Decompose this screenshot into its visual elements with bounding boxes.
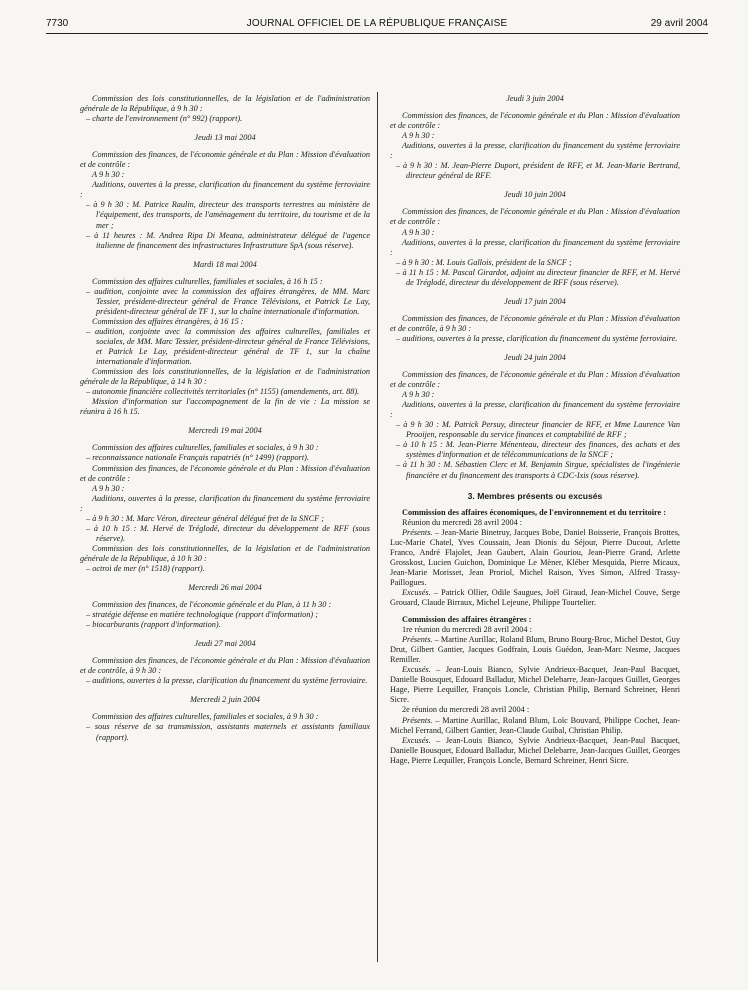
commission-heading: Commission des finances, de l'économie générale et du Plan : Mission d'évaluation et de contrôle, à 9 h 30 : — [80, 656, 370, 676]
excused-list — [390, 736, 680, 766]
date-heading: Mardi 18 mai 2004 — [193, 259, 257, 269]
page-header — [46, 18, 708, 34]
commission-heading: Commission des affaires culturelles, familiales et sociales, à 9 h 30 : — [92, 712, 319, 722]
meeting-line: 1re réunion du mercredi 28 avril 2004 : — [402, 625, 532, 635]
date-heading: Mercredi 2 juin 2004 — [190, 695, 260, 705]
column-divider — [377, 92, 378, 962]
agenda-item: – à 9 h 30 : M. Marc Véron, directeur général délégué fret de la SNCF ; — [86, 513, 324, 523]
agenda-item: – auditions, ouvertes à la presse, clarification du financement du système ferroviaire. — [86, 676, 368, 686]
excused-list — [390, 588, 680, 608]
time-line: A 9 h 30 : — [402, 131, 435, 141]
present-label: Présents. — [402, 635, 433, 645]
subject-line: Auditions, ouvertes à la presse, clarification du financement du système ferroviaire : — [390, 237, 680, 257]
mission-note: Mission d'information sur l'accompagnement de la fin de vie : La mission se réunira à 16 h 15. — [80, 397, 370, 417]
excused-label: Excusés. — [402, 735, 431, 745]
agenda-item: – à 10 h 15 : M. Hervé de Tréglodé, directeur du développement de RFF (sous réserve). — [86, 523, 370, 543]
present-names: – Martine Aurillac, Roland Blum, Bruno Bourg-Broc, Michel Destot, Guy Drut, Gilbert Gantier, Jacques Godfrain, Louis Guédon, Jean-Marc Nesme, Jacques Remiller. — [390, 635, 680, 665]
commission-heading: Commission des lois constitutionnelles, de la législation et de l'administration générale de la République, à 9 h 30 : — [80, 94, 370, 114]
date-heading: Jeudi 3 juin 2004 — [506, 94, 564, 103]
agenda-item: – biocarburants (rapport d'information). — [86, 620, 221, 630]
present-list — [390, 635, 680, 665]
agenda-item: – audition, conjointe avec la commission des affaires étrangères, de MM. Marc Tessier, président-directeur général de France Télévisions, et Patrick Le Lay, président-directeur général de TF 1, sur la chaîne internationale d'information. — [86, 286, 370, 316]
subject-line: Auditions, ouvertes à la presse, clarification du financement du système ferroviaire : — [390, 141, 680, 161]
agenda-item: – reconnaissance nationale Français rapatriés (n° 1499) (rapport). — [86, 453, 309, 463]
excused-label: Excusés. — [402, 587, 431, 597]
commission-heading: Commission des affaires culturelles, familiales et sociales, à 9 h 30 : — [92, 443, 319, 453]
agenda-item: – à 11 heures : M. Andrea Ripa Di Meana, administrateur délégué de l'agence italienne de financement des infrastructures Infrastrutture SpA (sous réserve). — [86, 230, 370, 250]
excused-names: – Jean-Louis Bianco, Sylvie Andrieux-Bacquet, Jean-Paul Bacquet, Danielle Bousquet, Edouard Balladur, Michel Delebarre, Jean-Jacques Guillet, Georges Hage, Pierre Lequiller, François Loncle, Christian Philip, Bernard Schreiner, Henri Sicre. — [390, 665, 680, 705]
present-label: Présents. — [402, 715, 433, 725]
agenda-item: – stratégie défense en matière technologique (rapport d'information) ; — [86, 610, 318, 620]
date-heading: Mercredi 19 mai 2004 — [188, 426, 262, 436]
date-heading: Jeudi 10 juin 2004 — [504, 190, 566, 200]
commission-bold-heading: Commission des affaires économiques, de l'environnement et du territoire : — [402, 507, 666, 517]
time-line: A 9 h 30 : — [92, 170, 125, 180]
commission-heading: Commission des finances, de l'économie générale et du Plan : Mission d'évaluation et de contrôle : — [390, 207, 680, 227]
date-heading: Jeudi 17 juin 2004 — [504, 296, 566, 306]
journal-title: JOURNAL OFFICIEL DE LA RÉPUBLIQUE FRANÇAISE — [246, 18, 508, 29]
agenda-item: – sous réserve de sa transmission, assistants maternels et assistants familiaux (rapport). — [86, 722, 370, 742]
date-heading: Jeudi 13 mai 2004 — [194, 133, 256, 143]
commission-heading: Commission des finances, de l'économie générale et du Plan : Mission d'évaluation et de contrôle : — [390, 111, 680, 131]
agenda-item: – auditions, ouvertes à la presse, clarification du financement du système ferroviaire. — [396, 333, 678, 343]
agenda-item: – à 11 h 15 : M. Pascal Girardot, adjoint au directeur financier de RFF, et M. Hervé de Tréglodé, directeur du développement de RFF (sous réserve). — [396, 267, 680, 287]
time-line: A 9 h 30 : — [402, 227, 435, 237]
date-heading: Jeudi 27 mai 2004 — [194, 639, 256, 649]
commission-heading: Commission des finances, de l'économie générale et du Plan, à 11 h 30 : — [92, 600, 332, 610]
excused-label: Excusés. — [402, 665, 431, 675]
present-list — [390, 716, 680, 736]
meeting-line: Réunion du mercredi 28 avril 2004 : — [402, 517, 523, 527]
agenda-item: – à 9 h 30 : M. Jean-Pierre Duport, président de RFF, et M. Jean-Marie Bertrand, directeur général de RFF. — [396, 161, 680, 181]
present-names: – Martine Aurillac, Roland Blum, Loïc Bouvard, Philippe Cochet, Jean-Michel Ferrand, Gilbert Gantier, Jean-Claude Guibal, Christian Philip. — [390, 715, 680, 735]
commission-heading: Commission des finances, de l'économie générale et du Plan : Mission d'évaluation et de contrôle : — [80, 463, 370, 483]
agenda-item: – charte de l'environnement (n° 992) (rapport). — [86, 114, 243, 124]
subject-line: Auditions, ouvertes à la presse, clarification du financement du système ferroviaire : — [80, 180, 370, 200]
agenda-item: – à 11 h 30 : M. Sébastien Clerc et M. Benjamin Sirgue, spécialistes de l'ingénierie financière et du financement des transports à CDC-Ixis (sous réserve). — [396, 460, 680, 480]
left-column — [80, 94, 370, 743]
agenda-item: – à 9 h 30 : M. Louis Gallois, président de la SNCF ; — [396, 257, 572, 267]
agenda-item: – à 9 h 30 : M. Patrick Persuy, directeur financier de RFF, et Mme Laurence Van Prooijen, responsable du service finances et comptabilité de RFF ; — [396, 420, 680, 440]
commission-heading: Commission des finances, de l'économie générale et du Plan : Mission d'évaluation et de contrôle : — [390, 370, 680, 390]
subject-line: Auditions, ouvertes à la presse, clarification du financement du système ferroviaire : — [80, 493, 370, 513]
commission-heading: Commission des finances, de l'économie générale et du Plan : Mission d'évaluation et de contrôle, à 9 h 30 : — [390, 313, 680, 333]
section-title: 3. Membres présents ou excusés — [467, 490, 603, 501]
commission-heading: Commission des affaires culturelles, familiales et sociales, à 16 h 15 : — [92, 276, 323, 286]
excused-list — [390, 665, 680, 705]
commission-heading: Commission des lois constitutionnelles, de la législation et de l'administration générale de la République, à 14 h 30 : — [80, 367, 370, 387]
agenda-item: – à 10 h 15 : M. Jean-Pierre Ménenteau, directeur des finances, des achats et des systèmes d'information et de télécommunications de la SNCF ; — [396, 440, 680, 460]
commission-heading: Commission des lois constitutionnelles, de la législation et de l'administration générale de la République, à 10 h 30 : — [80, 543, 370, 563]
commission-heading: Commission des finances, de l'économie générale et du Plan : Mission d'évaluation et de contrôle : — [80, 150, 370, 170]
subject-line: Auditions, ouvertes à la presse, clarification du financement du système ferroviaire : — [390, 400, 680, 420]
agenda-item: – audition, conjointe avec la commission des affaires culturelles, familiales et sociales, de MM. Marc Tessier, président-directeur général de France Télévisions, et Patrick Le Lay, président-directeur général de TF 1, sur la chaîne internationale d'information. — [86, 326, 370, 367]
date-heading: Jeudi 24 juin 2004 — [504, 352, 566, 362]
header-rule — [46, 33, 708, 34]
present-list — [390, 528, 680, 588]
meeting-line: 2e réunion du mercredi 28 avril 2004 : — [402, 705, 530, 715]
present-label: Présents. — [402, 527, 433, 537]
right-column — [390, 94, 680, 766]
commission-bold-heading: Commission des affaires étrangères : — [402, 615, 532, 625]
excused-names: – Jean-Louis Bianco, Sylvie Andrieux-Bacquet, Jean-Paul Bacquet, Danielle Bousquet, Edouard Balladur, Michel Delebarre, Jean-Jacques Guillet, Georges Hage, Pierre Lequiller, François Loncle, Bernard Schreiner, Henri Sicre. — [390, 735, 680, 765]
date-heading: Mercredi 26 mai 2004 — [188, 583, 262, 593]
commission-heading: Commission des affaires étrangères, à 16 15 : — [92, 316, 244, 326]
time-line: A 9 h 30 : — [402, 390, 435, 400]
issue-date: 29 avril 2004 — [650, 18, 708, 29]
agenda-item: – autonomie financière collectivités territoriales (n° 1155) (amendements, art. 88). — [86, 387, 360, 397]
page-number: 7730 — [46, 18, 69, 29]
time-line: A 9 h 30 : — [92, 483, 125, 493]
agenda-item: – octroi de mer (n° 1518) (rapport). — [86, 563, 205, 573]
present-names: – Jean-Marie Binetruy, Jacques Bobe, Daniel Boisserie, François Brottes, Luc-Marie Chatel, Yves Coussain, Jean Dionis du Séjour, Pierre Ducout, Arlette Franco, André Flajolet, Jean Gaubert, Alain Gouriou, Jean-Pierre Grand, Arlette Grosskost, Lucien Guichon, Dominique Le Mèner, Kléber Mesquida, Pierre Micaux, Jean-Marie Morisset, Jean Proriol, Michel Raison, Yves Simon, Alfred Trassy-Paillogues. — [390, 527, 680, 587]
excused-names: – Patrick Ollier, Odile Saugues, Joël Giraud, Jean-Michel Couve, Serge Grouard, Claude Birraux, Michel Lejeune, Philippe Tourtelier. — [390, 587, 680, 608]
agenda-item: – à 9 h 30 : M. Patrice Raulin, directeur des transports terrestres au ministère de l'équipement, des transports, de l'aménagement du territoire, du tourisme et de la mer ; — [86, 200, 370, 230]
